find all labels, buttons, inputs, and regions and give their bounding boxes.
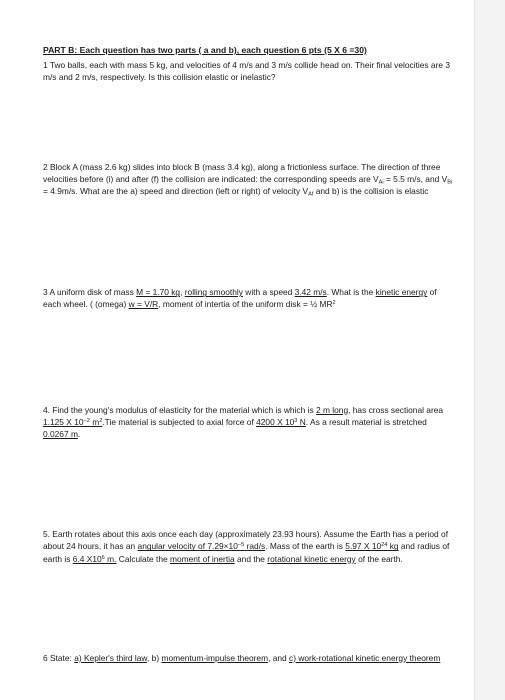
angular-velocity-unit: rad/s (244, 541, 266, 552)
question-6-text: 6 State: (43, 652, 75, 663)
stretch-value: 0.0267 m (43, 429, 78, 440)
force-mantissa: 4200 X 10 (256, 416, 295, 427)
subscript-bi: Bi (447, 179, 453, 186)
question-4-text: 4. Find the young's modulus of elasticity for the material which is which is (43, 404, 316, 415)
earth-mass-unit: kg (387, 541, 399, 552)
question-3-text: , moment of intertia of the uniform disk = ½ MR (158, 299, 333, 310)
question-2-text: = 5.5 m/s, and V (383, 173, 448, 184)
question-2-text: 2 Block A (mass 2.6 kg) slides into block B (mass 3.4 kg), along a frictionless surface. The direction of three velocities before (i) and after (f) the collision are indicated: the corresponding speeds are V (43, 161, 441, 184)
question-3-text: . What is the (326, 287, 376, 298)
angular-velocity-exponent: −5 (237, 542, 245, 549)
question-4-text: , has cross sectional area (348, 404, 444, 415)
question-5-text: Calculate the (116, 553, 170, 564)
keplers-third-law-term: a) Kepler's third law (74, 652, 148, 663)
question-4 (43, 404, 453, 441)
earth-mass-value (345, 541, 398, 551)
speed-value: 3.42 m/s (294, 287, 327, 298)
earth-mass-mantissa: 5.97 X 10 (345, 541, 382, 552)
question-6 (43, 652, 453, 664)
question-3-text: , (180, 287, 185, 298)
angular-velocity-mantissa: angular velocity of 7.29×10 (137, 541, 238, 552)
earth-radius-mantissa: 6.4 X10 (72, 553, 102, 564)
moment-of-inertia-term: moment of inertia (169, 553, 235, 564)
question-4-text: . (77, 429, 81, 440)
earth-mass-exponent: 24 (381, 542, 388, 549)
scrollbar-track[interactable] (474, 0, 505, 700)
work-rotational-ke-term: c) work-rotational kinetic energy theorem (289, 652, 441, 663)
document-page (43, 44, 453, 664)
area-mantissa: 1.125 X 10 (43, 416, 84, 427)
momentum-impulse-term: momentum-impulse theorem (161, 652, 269, 663)
question-2 (43, 161, 453, 198)
earth-radius-exponent: 6 (101, 554, 105, 561)
question-5-text: and the (234, 553, 268, 564)
question-1 (43, 59, 453, 83)
question-5-text: 5. Earth rotates about this axis once each day (approximately 23.93 hours). Assume the Earth has a period of about 24 hours, it has an (43, 529, 449, 552)
mass-value: M = 1.70 kg (136, 287, 181, 298)
question-5 (43, 528, 453, 565)
question-3 (43, 286, 453, 310)
subscript-af: Af (308, 191, 314, 198)
part-b-heading: PART B: Each question has two parts ( a and b), each question 6 pts (5 X 6 =30) (43, 45, 367, 55)
question-4-text: .Tie material is subjected to axial force of (102, 416, 257, 427)
superscript-2: 2 (332, 300, 336, 307)
question-2-text: and b) is the collision is elastic (313, 186, 429, 197)
force-unit: N (297, 416, 306, 427)
question-5-text: and radius of earth is (43, 541, 450, 564)
question-6-text: , and (268, 652, 290, 663)
force-exponent: 3 (294, 417, 298, 424)
question-5-text: . Mass of the earth is (265, 541, 346, 552)
question-3-text: 3 A uniform disk of mass (43, 287, 137, 298)
earth-radius-value (73, 554, 117, 564)
earth-radius-unit: m. (104, 553, 117, 564)
question-6-text: , b) (147, 652, 162, 663)
kinetic-energy-term: kinetic energy (375, 287, 428, 298)
question-3-text: of each wheel. ( (omega) (43, 287, 437, 310)
rotational-kinetic-energy-term: rotational kinetic energy (267, 553, 356, 564)
question-2-text: = 4.9m/s. What are the a) speed and direction (left or right) of velocity V (43, 186, 309, 197)
subscript-ai: Ai (378, 179, 384, 186)
angular-velocity-value (138, 541, 266, 551)
rolling-smoothly-term: rolling smoothly (184, 287, 243, 298)
question-4-text: . As a result material is stretched (305, 416, 427, 427)
area-exponent: −2 (83, 417, 90, 424)
question-5-text: of the earth. (355, 553, 403, 564)
question-3-text: with a speed (242, 287, 295, 298)
omega-formula: w = V/R (128, 299, 159, 310)
length-value: 2 m long (315, 404, 349, 415)
area-unit-exponent: 2 (99, 417, 103, 424)
area-value (43, 417, 102, 427)
area-unit: m (89, 416, 100, 427)
force-value (256, 417, 306, 427)
question-1-text: 1 Two balls, each with mass 5 kg, and velocities of 4 m/s and 3 m/s collide head on. Their final velocities are 3 m/s and 2 m/s, respectively. Is this collision elastic or inelastic? (43, 60, 451, 83)
